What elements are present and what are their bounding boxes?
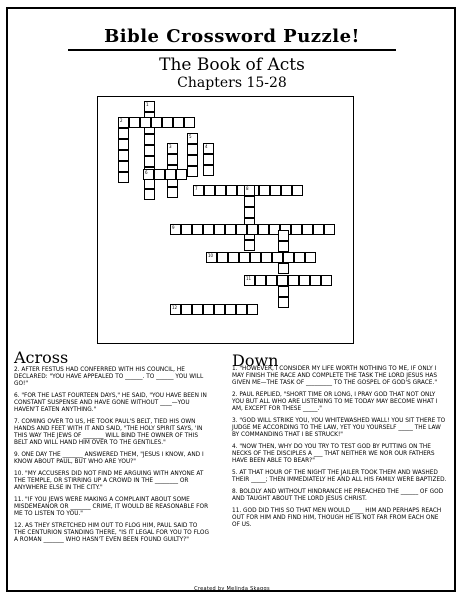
page-title: Bible Crossword Puzzle! <box>104 26 360 47</box>
crossword-cell[interactable] <box>299 275 310 286</box>
crossword-cell[interactable] <box>225 304 236 315</box>
crossword-cell[interactable] <box>215 185 226 196</box>
crossword-cell[interactable] <box>203 224 214 235</box>
crossword-cell[interactable] <box>192 304 203 315</box>
crossword-cell[interactable] <box>283 252 294 263</box>
down-clue-list <box>232 366 448 534</box>
crossword-cell[interactable] <box>250 252 261 263</box>
clue-number: 10 <box>208 252 214 258</box>
crossword-cell[interactable] <box>288 275 299 286</box>
crossword-cell[interactable] <box>143 169 154 180</box>
crossword-cell[interactable] <box>170 224 181 235</box>
down-heading: Down <box>232 351 279 370</box>
crossword-cell[interactable] <box>270 185 281 196</box>
crossword-cell[interactable] <box>187 155 198 166</box>
page-subtitle: The Book of Acts <box>159 55 305 75</box>
crossword-cell[interactable] <box>272 252 283 263</box>
clue-number: 4 <box>205 143 208 149</box>
clue-number: 6 <box>145 169 148 175</box>
crossword-cell[interactable] <box>203 143 214 154</box>
clue-number: 8 <box>246 185 249 191</box>
crossword-cell[interactable] <box>247 224 258 235</box>
crossword-cell[interactable] <box>310 275 321 286</box>
crossword-cell[interactable] <box>129 117 140 128</box>
crossword-cell[interactable] <box>187 144 198 155</box>
crossword-cell[interactable] <box>204 185 215 196</box>
crossword-cell[interactable] <box>302 224 313 235</box>
crossword-cell[interactable] <box>247 304 258 315</box>
crossword-cell[interactable] <box>192 224 203 235</box>
across-clue: 12. AS THEY STRETCHED HIM OUT TO FLOG HIM, PAUL SAID TO THE CENTURION STANDING THERE, "IS IT LEGAL FOR YOU TO FLOG A ROMAN _______ WHO HASN'T EVEN BEEN FOUND GUILTY?" <box>14 523 209 543</box>
across-clue: 9. ONE DAY THE _______ ANSWERED THEM, "JESUS I KNOW, AND I KNOW ABOUT PAUL, BUT WHO ARE YOU?" <box>14 452 204 465</box>
crossword-cell[interactable] <box>140 117 151 128</box>
crossword-cell[interactable] <box>203 165 214 176</box>
crossword-cell[interactable] <box>167 154 178 165</box>
down-clue: 4. "NOW THEN, WHY DO YOU TRY TO TEST GOD BY PUTTING ON THE NECKS OF THE DISCIPLES A ___ THAT NEITHER WE NOR OUR FATHERS HAVE BEEN ABLE TO BEAR?" <box>232 444 435 464</box>
crossword-cell[interactable] <box>181 224 192 235</box>
crossword-cell[interactable] <box>244 185 255 196</box>
crossword-cell[interactable] <box>206 252 217 263</box>
crossword-cell[interactable] <box>258 224 269 235</box>
crossword-cell[interactable] <box>144 189 155 200</box>
across-clue: 11. "IF YOU JEWS WERE MAKING A COMPLAINT ABOUT SOME MISDEMEANOR OR _______ CRIME, IT WOULD BE REASONABLE FOR ME TO LISTEN TO YOU." <box>14 497 209 517</box>
crossword-cell[interactable] <box>244 240 255 251</box>
clue-number: 12 <box>172 304 178 310</box>
crossword-cell[interactable] <box>292 185 303 196</box>
crossword-cell[interactable] <box>167 143 178 154</box>
crossword-cell[interactable] <box>193 185 204 196</box>
down-clue: 5. AT THAT HOUR OF THE NIGHT THE JAILER TOOK THEM AND WASHED THEIR _____; THEN IMMEDIATELY HE AND ALL HIS FAMILY WERE BAPTIZED. <box>232 470 447 483</box>
crossword-cell[interactable] <box>228 252 239 263</box>
crossword-cell[interactable] <box>313 224 324 235</box>
crossword-cell[interactable] <box>187 133 198 144</box>
across-heading: Across <box>14 348 69 367</box>
crossword-cell[interactable] <box>291 224 302 235</box>
crossword-cell[interactable] <box>244 207 255 218</box>
clue-number: 1 <box>146 101 149 107</box>
crossword-cell[interactable] <box>278 297 289 308</box>
clue-number: 11 <box>246 275 252 281</box>
crossword-cell[interactable] <box>239 252 250 263</box>
crossword-cell[interactable] <box>225 224 236 235</box>
clue-number: 7 <box>195 185 198 191</box>
title-underline <box>68 49 396 51</box>
crossword-cell[interactable] <box>154 169 165 180</box>
clue-number: 5 <box>189 133 192 139</box>
crossword-cell[interactable] <box>173 117 184 128</box>
down-clue: 3. "GOD WILL STRIKE YOU, YOU WHITEWASHED WALL! YOU SIT THERE TO JUDGE ME ACCORDING TO THE LAW, YET YOU YOURSELF _____ THE LAW BY COMMANDING THAT I BE STRUCK!" <box>232 418 446 438</box>
crossword-cell[interactable] <box>266 275 277 286</box>
crossword-cell[interactable] <box>165 169 176 180</box>
down-clue: 8. BOLDLY AND WITHOUT HINDRANCE HE PREACHED THE ______ OF GOD AND TAUGHT ABOUT THE LORD JESUS CHRIST. <box>232 489 444 502</box>
crossword-cell[interactable] <box>261 252 272 263</box>
crossword-cell[interactable] <box>244 196 255 207</box>
across-clue: 10. "MY ACCUSERS DID NOT FIND ME ARGUING WITH ANYONE AT THE TEMPLE, OR STIRRING UP A CROWD IN THE ________ OR ANYWHERE ELSE IN THE CITY." <box>14 471 204 491</box>
crossword-cell[interactable] <box>144 101 155 112</box>
crossword-cell[interactable] <box>170 304 181 315</box>
crossword-cell[interactable] <box>167 187 178 198</box>
across-clue-list <box>14 367 210 549</box>
clue-number: 2 <box>120 117 123 123</box>
crossword-cell[interactable] <box>184 117 195 128</box>
chapter-range: Chapters 15-28 <box>177 75 287 91</box>
crossword-cell[interactable] <box>324 224 335 235</box>
clue-number: 3 <box>169 143 172 149</box>
crossword-cell[interactable] <box>236 224 247 235</box>
crossword-cell[interactable] <box>118 172 129 183</box>
down-clue: 2. PAUL REPLIED, "SHORT TIME OR LONG, I PRAY GOD THAT NOT ONLY YOU BUT ALL WHO ARE LISTENING TO ME TODAY MAY BECOME WHAT I AM, EXCEPT FOR THESE _____." <box>232 392 438 412</box>
crossword-cell[interactable] <box>294 252 305 263</box>
crossword-cell[interactable] <box>162 117 173 128</box>
crossword-cell[interactable] <box>118 139 129 150</box>
crossword-cell[interactable] <box>278 241 289 252</box>
crossword-cell[interactable] <box>255 275 266 286</box>
crossword-cell[interactable] <box>118 128 129 139</box>
crossword-cell[interactable] <box>144 156 155 167</box>
crossword-cell[interactable] <box>118 117 129 128</box>
crossword-cell[interactable] <box>278 230 289 241</box>
crossword-cell[interactable] <box>176 169 187 180</box>
crossword-cell[interactable] <box>259 185 270 196</box>
crossword-cell[interactable] <box>187 166 198 177</box>
crossword-cell[interactable] <box>118 150 129 161</box>
clue-number: 9 <box>172 224 175 230</box>
crossword-cell[interactable] <box>278 286 289 297</box>
crossword-cell[interactable] <box>217 252 228 263</box>
crossword-cell[interactable] <box>118 161 129 172</box>
crossword-cell[interactable] <box>244 275 255 286</box>
across-clue: 2. AFTER FESTUS HAD CONFERRED WITH HIS COUNCIL, HE DECLARED: "YOU HAVE APPEALED TO ______. TO ______ YOU WILL GO!" <box>14 367 204 387</box>
across-clue: 7. COMING OVER TO US, HE TOOK PAUL'S BELT, TIED HIS OWN HANDS AND FEET WITH IT AND SAID, "THE HOLY SPIRIT SAYS, 'IN THIS WAY THE JEWS OF _______ WILL BIND THE OWNER OF THIS BELT AND WILL HAND HIM OVER TO THE GENTILES." <box>14 419 203 446</box>
crossword-cell[interactable] <box>236 304 247 315</box>
crossword-cell[interactable] <box>151 117 162 128</box>
crossword-cell[interactable] <box>226 185 237 196</box>
crossword-cell[interactable] <box>214 224 225 235</box>
crossword-cell[interactable] <box>321 275 332 286</box>
crossword-cell[interactable] <box>305 252 316 263</box>
author-credit: Created by Melinda Skaggs <box>194 586 270 592</box>
crossword-cell[interactable] <box>277 275 288 286</box>
crossword-cell[interactable] <box>278 263 289 274</box>
crossword-cell[interactable] <box>144 145 155 156</box>
down-clue: 1. "HOWEVER, I CONSIDER MY LIFE WORTH NOTHING TO ME, IF ONLY I MAY FINISH THE RACE AND COMPLETE THE TASK THE LORD JESUS HAS GIVEN ME—THE TASK OF _________ TO THE GOSPEL OF GOD'S GRACE." <box>232 366 438 386</box>
across-clue: 6. "FOR THE LAST FOURTEEN DAYS," HE SAID, "YOU HAVE BEEN IN CONSTANT SUSPENSE AND HAVE GONE WITHOUT ____—YOU HAVEN'T EATEN ANYTHING." <box>14 393 207 413</box>
crossword-cell[interactable] <box>181 304 192 315</box>
crossword-cell[interactable] <box>144 134 155 145</box>
crossword-cell[interactable] <box>203 154 214 165</box>
crossword-cell[interactable] <box>214 304 225 315</box>
down-clue: 11. GOD DID THIS SO THAT MEN WOULD ____ HIM AND PERHAPS REACH OUT FOR HIM AND FIND HIM, THOUGH HE IS NOT FAR FROM EACH ONE OF US. <box>232 508 442 528</box>
crossword-cell[interactable] <box>281 185 292 196</box>
crossword-cell[interactable] <box>203 304 214 315</box>
